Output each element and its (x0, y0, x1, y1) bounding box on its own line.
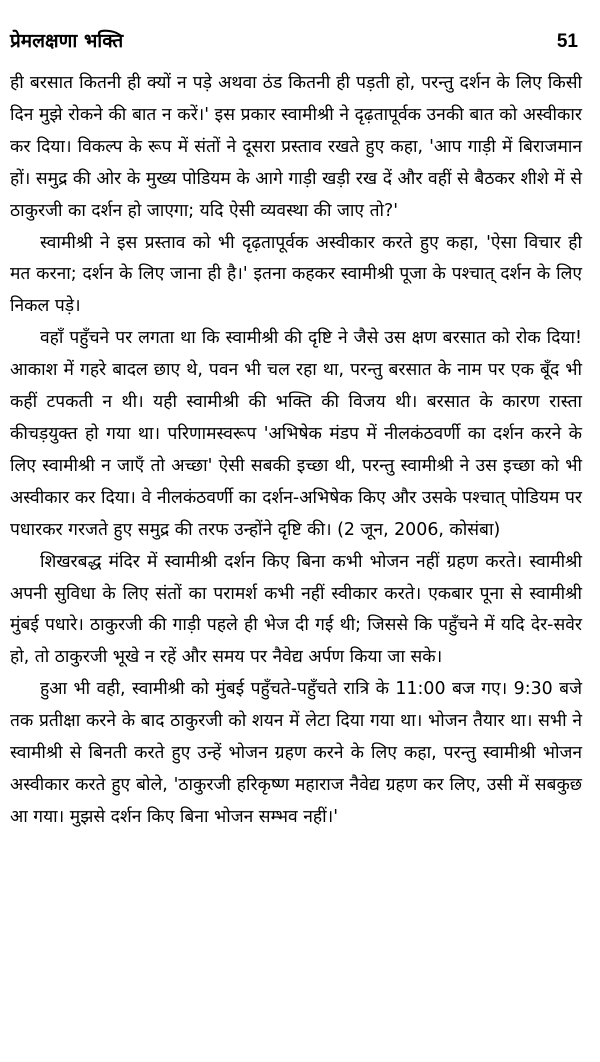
paragraph-3: वहाँ पहुँचने पर लगता था कि स्वामीश्री की दृष्टि ने जैसे उस क्षण बरसात को रोक दिया! आकाश में गहरे बादल छाए थे, पवन भी चल रहा था, परन्तु बरसात के नाम पर एक बूँद भी कहीं टपकती न थी। यही स्वामीश्री की भक्ति की विजय थी। बरसात के कारण रास्ता कीचड़युक्त हो गया था। परिणामस्वरूप 'अभिषेक मंडप में नीलकंठवर्णी का दर्शन करने के लिए स्वामीश्री न जाएँ तो अच्छा' ऐसी सबकी इच्छा थी, परन्तु स्वामीश्री ने उस इच्छा को भी अस्वीकार कर दिया। वे नीलकंठवर्णी का दर्शन-अभिषेक किए और उसके पश्चात् पोडियम पर पधारकर गरजते हुए समुद्र की तरफ उन्होंने दृष्टि की। (2 जून, 2006, कोसंबा) (10, 328, 582, 540)
page-number: 51 (556, 31, 578, 52)
chapter-title: प्रेमलक्षणा भक्ति (10, 30, 124, 52)
paragraph-4: शिखरबद्ध मंदिर में स्वामीश्री दर्शन किए बिना कभी भोजन नहीं ग्रहण करते। स्वामीश्री अपनी सुविधा के लिए संतों का परामर्श कभी नहीं स्वीकार करते। एकबार पूना से स्वामीश्री मुंबई पधारे। ठाकुरजी की गाड़ी पहले ही भेज दी गई थी; जिससे कि पहुँचने में यदि देर-सवेर हो, तो ठाकुरजी भूखे न रहें और समय पर नैवेद्य अर्पण किया जा सके। (10, 551, 582, 668)
paragraph-2: स्वामीश्री ने इस प्रस्ताव को भी दृढ़तापूर्वक अस्वीकार करते हुए कहा, 'ऐसा विचार ही मत करना; दर्शन के लिए जाना ही है।' इतना कहकर स्वामीश्री पूजा के पश्चात् दर्शन के लिए निकल पड़े। (10, 232, 582, 317)
page-body (10, 68, 582, 834)
paragraph-5: हुआ भी वही, स्वामीश्री को मुंबई पहुँचते-पहुँचते रात्रि के 11:00 बज गए। 9:30 बजे तक प्रतीक्षा करने के बाद ठाकुरजी को शयन में लेटा दिया गया था। भोजन तैयार था। सभी ने स्वामीश्री से बिनती करते हुए उन्हें भोजन ग्रहण करने के लिए कहा, परन्तु स्वामीश्री भोजन अस्वीकार करते हुए बोले, 'ठाकुरजी हरिकृष्ण महाराज नैवेद्य ग्रहण कर लिए, उसी में सबकुछ आ गया। मुझसे दर्शन किए बिना भोजन सम्भव नहीं।' (10, 679, 582, 827)
paragraph-1: ही बरसात कितनी ही क्यों न पड़े अथवा ठंड कितनी ही पड़ती हो, परन्तु दर्शन के लिए किसी दिन मुझे रोकने की बात न करें।' इस प्रकार स्वामीश्री ने दृढ़तापूर्वक उनकी बात को अस्वीकार कर दिया। विकल्प के रूप में संतों ने दूसरा प्रस्ताव रखते हुए कहा, 'आप गाड़ी में बिराजमान हों। समुद्र की ओर के मुख्य पोडियम के आगे गाड़ी खड़ी रख दें और वहीं से बैठकर शीशे में से ठाकुरजी का दर्शन हो जाएगा; यदि ऐसी व्यवस्था की जाए तो?' (10, 73, 582, 221)
page-header (10, 28, 582, 68)
